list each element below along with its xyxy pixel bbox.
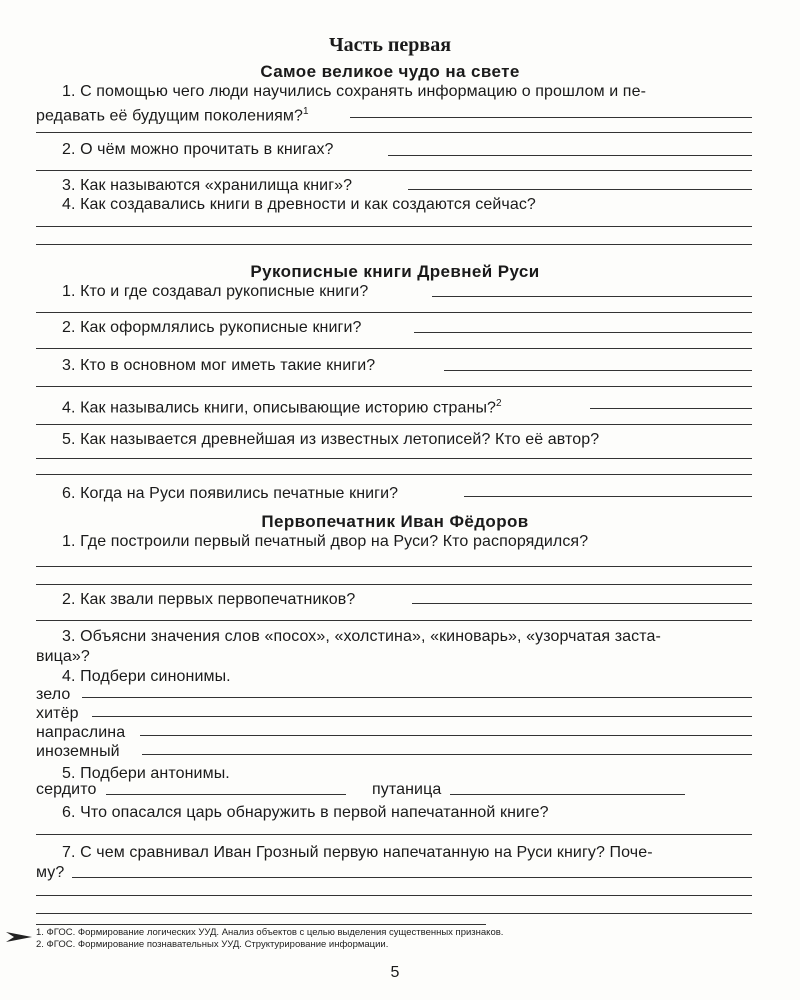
s1-question-1-line-a: 1. С помощью чего люди научились сохранять информацию о прошлом и пе- <box>62 83 647 100</box>
answer-line[interactable] <box>590 408 752 409</box>
answer-line[interactable] <box>36 386 752 387</box>
s2-question-3: 3. Кто в основном мог иметь такие книги? <box>62 357 376 374</box>
s3-question-1: 1. Где построили первый печатный двор на Руси? Кто распорядился? <box>62 533 589 550</box>
answer-line[interactable] <box>36 424 752 425</box>
page-title: Часть первая <box>328 34 452 56</box>
answer-line[interactable] <box>36 566 752 567</box>
footnote-separator <box>36 924 486 925</box>
s3-question-7-line-b: му? <box>36 864 65 881</box>
arrow-icon <box>6 929 34 945</box>
s2-question-1: 1. Кто и где создавал рукописные книги? <box>62 283 369 300</box>
footnote-mark-2: 2 <box>496 398 502 409</box>
answer-line[interactable] <box>432 296 752 297</box>
s1-question-2: 2. О чём можно прочитать в книгах? <box>62 141 334 158</box>
section-heading-1: Самое великое чудо на свете <box>260 62 520 81</box>
answer-line[interactable] <box>36 244 752 245</box>
answer-line[interactable] <box>36 458 752 459</box>
answer-line[interactable] <box>36 913 752 914</box>
s3-question-6: 6. Что опасался царь обнаружить в первой напечатанной книге? <box>62 804 549 821</box>
synonym-word: зело <box>36 686 71 703</box>
s3-question-3-line-b: вица»? <box>36 648 90 665</box>
s2-question-5: 5. Как называется древнейшая из известных летописей? Кто её автор? <box>62 431 600 448</box>
answer-line[interactable] <box>412 603 752 604</box>
s3-question-7-line-a: 7. С чем сравнивал Иван Грозный первую напечатанную на Руси книгу? Поче- <box>62 844 653 861</box>
s1-question-3: 3. Как называются «хранилища книг»? <box>62 177 353 194</box>
answer-line[interactable] <box>92 716 752 717</box>
s3-question-4: 4. Подбери синонимы. <box>62 668 231 685</box>
answer-line[interactable] <box>36 584 752 585</box>
answer-line[interactable] <box>350 117 752 118</box>
s2-question-2: 2. Как оформлялись рукописные книги? <box>62 319 362 336</box>
answer-line[interactable] <box>464 496 752 497</box>
footnote-2: 2. ФГОС. Формирование познавательных УУД. Структурирование информации. <box>36 939 389 950</box>
answer-line[interactable] <box>36 132 752 133</box>
answer-line[interactable] <box>36 226 752 227</box>
antonym-word: путаница <box>372 781 442 798</box>
answer-line[interactable] <box>36 834 752 835</box>
page-number: 5 <box>390 964 400 981</box>
answer-line[interactable] <box>36 620 752 621</box>
s1-question-1-line-b: редавать её будущим поколениям?$^1$ <box>36 106 309 125</box>
antonym-word: сердито <box>36 781 97 798</box>
s3-question-3-line-a: 3. Объясни значения слов «посох», «холстина», «киноварь», «узорчатая заста- <box>62 628 661 645</box>
footnote-1: 1. ФГОС. Формирование логических УУД. Анализ объектов с целью выделения существенных признаков. <box>36 927 504 938</box>
s2-question-4: 4. Как назывались книги, описывающие историю страны?$^2$ <box>62 398 502 417</box>
answer-line[interactable] <box>414 332 752 333</box>
s3-question-2: 2. Как звали первых первопечатников? <box>62 591 356 608</box>
answer-line[interactable] <box>388 155 752 156</box>
footnote-mark-1: 1 <box>303 106 309 117</box>
answer-line[interactable] <box>36 312 752 313</box>
answer-line[interactable] <box>36 474 752 475</box>
s3-question-5: 5. Подбери антонимы. <box>62 765 230 782</box>
answer-line[interactable] <box>140 735 752 736</box>
answer-line[interactable] <box>444 370 752 371</box>
section-heading-3: Первопечатник Иван Фёдоров <box>261 512 529 531</box>
s1-question-4: 4. Как создавались книги в древности и как создаются сейчас? <box>62 196 536 213</box>
answer-line[interactable] <box>82 697 752 698</box>
answer-line[interactable] <box>36 895 752 896</box>
answer-line[interactable] <box>72 877 752 878</box>
answer-line[interactable] <box>408 189 752 190</box>
section-heading-2: Рукописные книги Древней Руси <box>250 262 540 281</box>
answer-line[interactable] <box>106 794 346 795</box>
synonym-word: напраслина <box>36 724 126 741</box>
synonym-word: хитёр <box>36 705 79 722</box>
s2-question-6: 6. Когда на Руси появились печатные книги? <box>62 485 399 502</box>
answer-line[interactable] <box>36 348 752 349</box>
answer-line[interactable] <box>450 794 685 795</box>
synonym-word: иноземный <box>36 743 120 760</box>
answer-line[interactable] <box>36 170 752 171</box>
answer-line[interactable] <box>142 754 752 755</box>
